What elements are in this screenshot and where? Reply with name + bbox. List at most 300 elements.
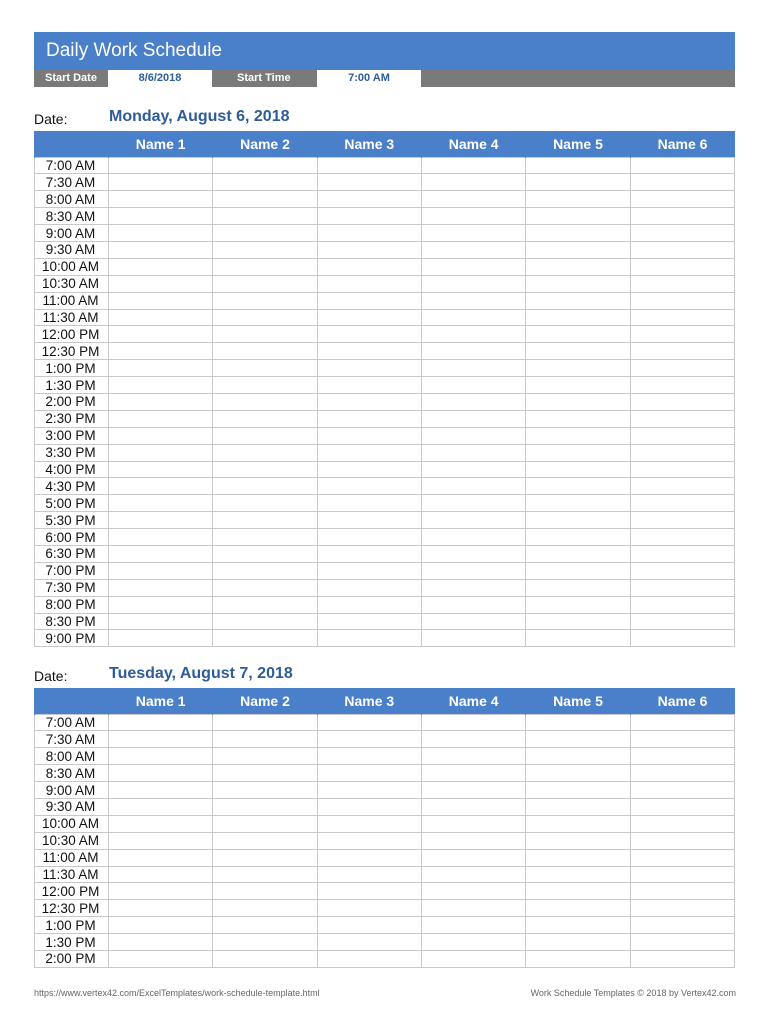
schedule-cell[interactable] xyxy=(109,360,213,377)
schedule-cell[interactable] xyxy=(630,377,734,394)
schedule-cell[interactable] xyxy=(317,815,421,832)
schedule-cell[interactable] xyxy=(109,427,213,444)
schedule-cell[interactable] xyxy=(109,883,213,900)
schedule-cell[interactable] xyxy=(421,917,525,934)
table-row xyxy=(35,765,735,782)
schedule-cell[interactable] xyxy=(317,883,421,900)
schedule-cell[interactable] xyxy=(421,275,525,292)
schedule-cell[interactable] xyxy=(109,529,213,546)
schedule-cell[interactable] xyxy=(109,630,213,647)
schedule-cell[interactable] xyxy=(109,765,213,782)
schedule-cell[interactable] xyxy=(213,849,317,866)
schedule-cell[interactable] xyxy=(421,225,525,242)
start-time-value[interactable]: 7:00 AM xyxy=(317,70,421,87)
schedule-cell[interactable] xyxy=(630,883,734,900)
schedule-cell[interactable] xyxy=(630,343,734,360)
schedule-cell[interactable] xyxy=(526,579,630,596)
schedule-cell[interactable] xyxy=(213,900,317,917)
schedule-cell[interactable] xyxy=(630,866,734,883)
schedule-cell[interactable] xyxy=(526,461,630,478)
schedule-cell[interactable] xyxy=(421,950,525,967)
schedule-cell[interactable] xyxy=(421,444,525,461)
schedule-cell[interactable] xyxy=(526,562,630,579)
schedule-cell[interactable] xyxy=(630,562,734,579)
schedule-cell[interactable] xyxy=(213,630,317,647)
schedule-cell[interactable] xyxy=(109,174,213,191)
name-column-header: Name 1 xyxy=(109,131,213,157)
schedule-cell[interactable] xyxy=(317,731,421,748)
name-column-header: Name 6 xyxy=(630,688,734,714)
name-column-header: Name 3 xyxy=(317,131,421,157)
schedule-cell[interactable] xyxy=(526,782,630,799)
time-cell: 9:30 AM xyxy=(35,798,109,815)
schedule-cell[interactable] xyxy=(421,630,525,647)
schedule-cell[interactable] xyxy=(317,866,421,883)
schedule-cell[interactable] xyxy=(630,478,734,495)
schedule-cell[interactable] xyxy=(526,883,630,900)
schedule-cell[interactable] xyxy=(526,174,630,191)
schedule-cell[interactable] xyxy=(526,393,630,410)
schedule-cell[interactable] xyxy=(630,545,734,562)
schedule-cell[interactable] xyxy=(317,360,421,377)
schedule-cell[interactable] xyxy=(421,613,525,630)
schedule-cell[interactable] xyxy=(317,410,421,427)
schedule-cell[interactable] xyxy=(317,461,421,478)
schedule-cell[interactable] xyxy=(317,292,421,309)
schedule-cell[interactable] xyxy=(317,495,421,512)
schedule-cell[interactable] xyxy=(630,427,734,444)
schedule-cell[interactable] xyxy=(109,275,213,292)
schedule-cell[interactable] xyxy=(526,731,630,748)
schedule-cell[interactable] xyxy=(317,275,421,292)
schedule-cell[interactable] xyxy=(213,579,317,596)
schedule-cell[interactable] xyxy=(421,410,525,427)
time-cell: 7:30 AM xyxy=(35,731,109,748)
schedule-cell[interactable] xyxy=(109,444,213,461)
schedule-cell[interactable] xyxy=(421,512,525,529)
schedule-cell[interactable] xyxy=(317,191,421,208)
schedule-cell[interactable] xyxy=(317,714,421,731)
schedule-cell[interactable] xyxy=(421,849,525,866)
schedule-cell[interactable] xyxy=(526,917,630,934)
schedule-cell[interactable] xyxy=(630,309,734,326)
time-cell: 7:00 AM xyxy=(35,714,109,731)
schedule-cell[interactable] xyxy=(526,765,630,782)
schedule-cell[interactable] xyxy=(213,613,317,630)
table-row xyxy=(35,495,735,512)
schedule-cell[interactable] xyxy=(526,900,630,917)
schedule-cell[interactable] xyxy=(109,343,213,360)
schedule-cell[interactable] xyxy=(213,478,317,495)
schedule-cell[interactable] xyxy=(109,731,213,748)
schedule-cell[interactable] xyxy=(109,410,213,427)
schedule-cell[interactable] xyxy=(317,900,421,917)
schedule-cell[interactable] xyxy=(317,326,421,343)
schedule-cell[interactable] xyxy=(630,765,734,782)
schedule-cell[interactable] xyxy=(317,512,421,529)
schedule-cell[interactable] xyxy=(317,157,421,174)
schedule-cell[interactable] xyxy=(109,478,213,495)
name-column-header: Name 2 xyxy=(213,688,317,714)
schedule-cell[interactable] xyxy=(630,241,734,258)
schedule-cell[interactable] xyxy=(213,917,317,934)
schedule-cell[interactable] xyxy=(213,545,317,562)
schedule-cell[interactable] xyxy=(213,495,317,512)
schedule-cell[interactable] xyxy=(109,798,213,815)
schedule-cell[interactable] xyxy=(421,579,525,596)
schedule-cell[interactable] xyxy=(421,900,525,917)
schedule-cell[interactable] xyxy=(213,832,317,849)
schedule-cell[interactable] xyxy=(109,241,213,258)
schedule-cell[interactable] xyxy=(213,748,317,765)
schedule-cell[interactable] xyxy=(421,208,525,225)
schedule-cell[interactable] xyxy=(421,883,525,900)
schedule-cell[interactable] xyxy=(213,225,317,242)
schedule-cell[interactable] xyxy=(421,782,525,799)
table-row xyxy=(35,208,735,225)
schedule-cell[interactable] xyxy=(317,427,421,444)
table-row xyxy=(35,545,735,562)
table-row xyxy=(35,461,735,478)
schedule-cell[interactable] xyxy=(213,815,317,832)
schedule-cell[interactable] xyxy=(421,343,525,360)
schedule-cell[interactable] xyxy=(526,275,630,292)
schedule-cell[interactable] xyxy=(526,866,630,883)
schedule-cell[interactable] xyxy=(421,765,525,782)
schedule-cell[interactable] xyxy=(213,529,317,546)
schedule-cell[interactable] xyxy=(213,191,317,208)
time-cell: 7:30 AM xyxy=(35,174,109,191)
schedule-cell[interactable] xyxy=(421,815,525,832)
schedule-cell[interactable] xyxy=(109,714,213,731)
schedule-cell[interactable] xyxy=(109,512,213,529)
table-row xyxy=(35,714,735,731)
schedule-cell[interactable] xyxy=(526,596,630,613)
date-label: Date: xyxy=(34,668,68,684)
schedule-cell[interactable] xyxy=(317,444,421,461)
schedule-cell[interactable] xyxy=(630,815,734,832)
schedule-cell[interactable] xyxy=(317,208,421,225)
schedule-cell[interactable] xyxy=(630,292,734,309)
schedule-cell[interactable] xyxy=(630,208,734,225)
schedule-cell[interactable] xyxy=(109,545,213,562)
schedule-cell[interactable] xyxy=(526,545,630,562)
schedule-cell[interactable] xyxy=(109,579,213,596)
table-row xyxy=(35,866,735,883)
schedule-cell[interactable] xyxy=(630,630,734,647)
schedule-cell[interactable] xyxy=(526,950,630,967)
schedule-cell[interactable] xyxy=(526,815,630,832)
schedule-cell[interactable] xyxy=(317,343,421,360)
schedule-cell[interactable] xyxy=(317,309,421,326)
time-cell: 12:30 PM xyxy=(35,900,109,917)
schedule-cell[interactable] xyxy=(630,748,734,765)
schedule-cell[interactable] xyxy=(317,630,421,647)
schedule-cell[interactable] xyxy=(213,309,317,326)
schedule-cell[interactable] xyxy=(109,849,213,866)
schedule-cell[interactable] xyxy=(109,815,213,832)
schedule-cell[interactable] xyxy=(630,157,734,174)
schedule-cell[interactable] xyxy=(109,866,213,883)
schedule-cell[interactable] xyxy=(317,613,421,630)
schedule-cell[interactable] xyxy=(526,157,630,174)
schedule-cell[interactable] xyxy=(630,900,734,917)
schedule-cell[interactable] xyxy=(421,393,525,410)
schedule-cell[interactable] xyxy=(109,562,213,579)
schedule-cell[interactable] xyxy=(213,393,317,410)
schedule-cell[interactable] xyxy=(317,934,421,951)
schedule-cell[interactable] xyxy=(213,765,317,782)
schedule-cell[interactable] xyxy=(421,866,525,883)
schedule-cell[interactable] xyxy=(526,225,630,242)
schedule-cell[interactable] xyxy=(317,917,421,934)
schedule-cell[interactable] xyxy=(526,191,630,208)
schedule-cell[interactable] xyxy=(213,444,317,461)
time-cell: 2:00 PM xyxy=(35,393,109,410)
schedule-cell[interactable] xyxy=(421,326,525,343)
schedule-cell[interactable] xyxy=(213,258,317,275)
schedule-cell[interactable] xyxy=(421,934,525,951)
schedule-cell[interactable] xyxy=(526,529,630,546)
schedule-cell[interactable] xyxy=(109,950,213,967)
name-column-header: Name 4 xyxy=(421,131,525,157)
schedule-cell[interactable] xyxy=(317,478,421,495)
schedule-cell[interactable] xyxy=(630,410,734,427)
schedule-cell[interactable] xyxy=(109,613,213,630)
schedule-cell[interactable] xyxy=(213,950,317,967)
schedule-cell[interactable] xyxy=(213,343,317,360)
schedule-cell[interactable] xyxy=(421,832,525,849)
schedule-cell[interactable] xyxy=(213,427,317,444)
schedule-cell[interactable] xyxy=(421,241,525,258)
schedule-cell[interactable] xyxy=(526,832,630,849)
schedule-cell[interactable] xyxy=(213,461,317,478)
schedule-cell[interactable] xyxy=(317,562,421,579)
schedule-cell[interactable] xyxy=(630,832,734,849)
schedule-cell[interactable] xyxy=(317,832,421,849)
schedule-cell[interactable] xyxy=(317,579,421,596)
start-date-value[interactable]: 8/6/2018 xyxy=(108,70,212,87)
schedule-cell[interactable] xyxy=(526,748,630,765)
schedule-cell[interactable] xyxy=(630,579,734,596)
schedule-cell[interactable] xyxy=(526,410,630,427)
schedule-cell[interactable] xyxy=(317,529,421,546)
time-cell: 4:30 PM xyxy=(35,478,109,495)
schedule-cell[interactable] xyxy=(109,191,213,208)
schedule-cell[interactable] xyxy=(526,360,630,377)
schedule-cell[interactable] xyxy=(421,714,525,731)
schedule-cell[interactable] xyxy=(526,208,630,225)
time-cell: 5:30 PM xyxy=(35,512,109,529)
schedule-cell[interactable] xyxy=(109,258,213,275)
schedule-cell[interactable] xyxy=(421,191,525,208)
schedule-cell[interactable] xyxy=(630,326,734,343)
schedule-cell[interactable] xyxy=(109,225,213,242)
schedule-cell[interactable] xyxy=(630,495,734,512)
schedule-cell[interactable] xyxy=(213,360,317,377)
time-cell: 11:30 AM xyxy=(35,309,109,326)
schedule-cell[interactable] xyxy=(526,292,630,309)
schedule-cell[interactable] xyxy=(213,326,317,343)
schedule-cell[interactable] xyxy=(109,596,213,613)
schedule-cell[interactable] xyxy=(526,714,630,731)
time-cell: 2:30 PM xyxy=(35,410,109,427)
schedule-cell[interactable] xyxy=(109,934,213,951)
schedule-cell[interactable] xyxy=(213,208,317,225)
schedule-cell[interactable] xyxy=(421,731,525,748)
schedule-cell[interactable] xyxy=(526,444,630,461)
schedule-cell[interactable] xyxy=(213,377,317,394)
schedule-cell[interactable] xyxy=(109,393,213,410)
footer-url[interactable]: https://www.vertex42.com/ExcelTemplates/work-schedule-template.html xyxy=(34,988,320,998)
schedule-cell[interactable] xyxy=(109,832,213,849)
schedule-cell[interactable] xyxy=(213,512,317,529)
schedule-cell[interactable] xyxy=(421,427,525,444)
schedule-cell[interactable] xyxy=(109,495,213,512)
schedule-cell[interactable] xyxy=(630,258,734,275)
schedule-cell[interactable] xyxy=(526,258,630,275)
schedule-cell[interactable] xyxy=(213,275,317,292)
schedule-cell[interactable] xyxy=(630,191,734,208)
schedule-cell[interactable] xyxy=(317,225,421,242)
schedule-cell[interactable] xyxy=(109,157,213,174)
schedule-cell[interactable] xyxy=(526,377,630,394)
schedule-cell[interactable] xyxy=(109,748,213,765)
schedule-cell[interactable] xyxy=(526,512,630,529)
table-row xyxy=(35,258,735,275)
schedule-cell[interactable] xyxy=(109,309,213,326)
schedule-cell[interactable] xyxy=(213,241,317,258)
schedule-cell[interactable] xyxy=(526,343,630,360)
schedule-cell[interactable] xyxy=(630,275,734,292)
schedule-cell[interactable] xyxy=(421,377,525,394)
schedule-cell[interactable] xyxy=(421,360,525,377)
schedule-cell[interactable] xyxy=(109,292,213,309)
table-row xyxy=(35,832,735,849)
schedule-cell[interactable] xyxy=(421,748,525,765)
schedule-cell[interactable] xyxy=(213,866,317,883)
table-row xyxy=(35,849,735,866)
schedule-cell[interactable] xyxy=(630,174,734,191)
schedule-cell[interactable] xyxy=(421,258,525,275)
schedule-cell[interactable] xyxy=(526,427,630,444)
schedule-cell[interactable] xyxy=(421,495,525,512)
time-cell: 12:00 PM xyxy=(35,326,109,343)
schedule-cell[interactable] xyxy=(421,309,525,326)
schedule-cell[interactable] xyxy=(213,934,317,951)
schedule-cell[interactable] xyxy=(630,714,734,731)
schedule-cell[interactable] xyxy=(213,562,317,579)
schedule-cell[interactable] xyxy=(630,917,734,934)
schedule-cell[interactable] xyxy=(421,596,525,613)
schedule-cell[interactable] xyxy=(630,849,734,866)
schedule-cell[interactable] xyxy=(526,613,630,630)
schedule-cell[interactable] xyxy=(317,950,421,967)
schedule-cell[interactable] xyxy=(526,241,630,258)
schedule-cell[interactable] xyxy=(421,174,525,191)
table-row xyxy=(35,427,735,444)
schedule-cell[interactable] xyxy=(317,258,421,275)
schedule-cell[interactable] xyxy=(213,731,317,748)
schedule-cell[interactable] xyxy=(421,545,525,562)
schedule-cell[interactable] xyxy=(421,292,525,309)
schedule-cell[interactable] xyxy=(630,934,734,951)
schedule-cell[interactable] xyxy=(421,461,525,478)
schedule-cell[interactable] xyxy=(526,849,630,866)
schedule-cell[interactable] xyxy=(526,309,630,326)
schedule-cell[interactable] xyxy=(630,444,734,461)
name-column-header: Name 6 xyxy=(630,131,734,157)
table-row xyxy=(35,731,735,748)
schedule-cell[interactable] xyxy=(317,849,421,866)
schedule-cell[interactable] xyxy=(109,900,213,917)
schedule-cell[interactable] xyxy=(213,798,317,815)
schedule-cell[interactable] xyxy=(421,529,525,546)
schedule-cell[interactable] xyxy=(421,562,525,579)
schedule-cell[interactable] xyxy=(213,157,317,174)
schedule-cell[interactable] xyxy=(317,545,421,562)
schedule-cell[interactable] xyxy=(213,714,317,731)
time-cell: 6:30 PM xyxy=(35,545,109,562)
schedule-cell[interactable] xyxy=(213,292,317,309)
schedule-cell[interactable] xyxy=(317,765,421,782)
schedule-cell[interactable] xyxy=(526,798,630,815)
schedule-cell[interactable] xyxy=(526,326,630,343)
schedule-cell[interactable] xyxy=(317,748,421,765)
schedule-cell[interactable] xyxy=(630,512,734,529)
schedule-cell[interactable] xyxy=(526,934,630,951)
schedule-cell[interactable] xyxy=(421,157,525,174)
schedule-cell[interactable] xyxy=(630,798,734,815)
schedule-cell[interactable] xyxy=(213,883,317,900)
schedule-cell[interactable] xyxy=(317,377,421,394)
schedule-cell[interactable] xyxy=(630,950,734,967)
schedule-cell[interactable] xyxy=(317,798,421,815)
schedule-cell[interactable] xyxy=(109,326,213,343)
time-cell: 10:00 AM xyxy=(35,258,109,275)
schedule-cell[interactable] xyxy=(317,241,421,258)
schedule-cell[interactable] xyxy=(630,782,734,799)
schedule-cell[interactable] xyxy=(213,174,317,191)
schedule-cell[interactable] xyxy=(109,377,213,394)
time-cell: 7:30 PM xyxy=(35,579,109,596)
schedule-cell[interactable] xyxy=(109,782,213,799)
schedule-cell[interactable] xyxy=(526,630,630,647)
schedule-cell[interactable] xyxy=(630,613,734,630)
schedule-cell[interactable] xyxy=(317,393,421,410)
schedule-cell[interactable] xyxy=(109,208,213,225)
schedule-cell[interactable] xyxy=(630,225,734,242)
schedule-cell[interactable] xyxy=(630,731,734,748)
schedule-cell[interactable] xyxy=(630,360,734,377)
schedule-cell[interactable] xyxy=(213,782,317,799)
schedule-cell[interactable] xyxy=(317,174,421,191)
schedule-cell[interactable] xyxy=(213,596,317,613)
schedule-cell[interactable] xyxy=(421,798,525,815)
schedule-cell[interactable] xyxy=(630,393,734,410)
schedule-cell[interactable] xyxy=(109,917,213,934)
schedule-cell[interactable] xyxy=(421,478,525,495)
schedule-cell[interactable] xyxy=(630,596,734,613)
schedule-cell[interactable] xyxy=(317,596,421,613)
schedule-cell[interactable] xyxy=(526,478,630,495)
schedule-cell[interactable] xyxy=(109,461,213,478)
schedule-cell[interactable] xyxy=(630,461,734,478)
schedule-cell[interactable] xyxy=(630,529,734,546)
schedule-cell[interactable] xyxy=(526,495,630,512)
schedule-cell[interactable] xyxy=(317,782,421,799)
schedule-cell[interactable] xyxy=(213,410,317,427)
